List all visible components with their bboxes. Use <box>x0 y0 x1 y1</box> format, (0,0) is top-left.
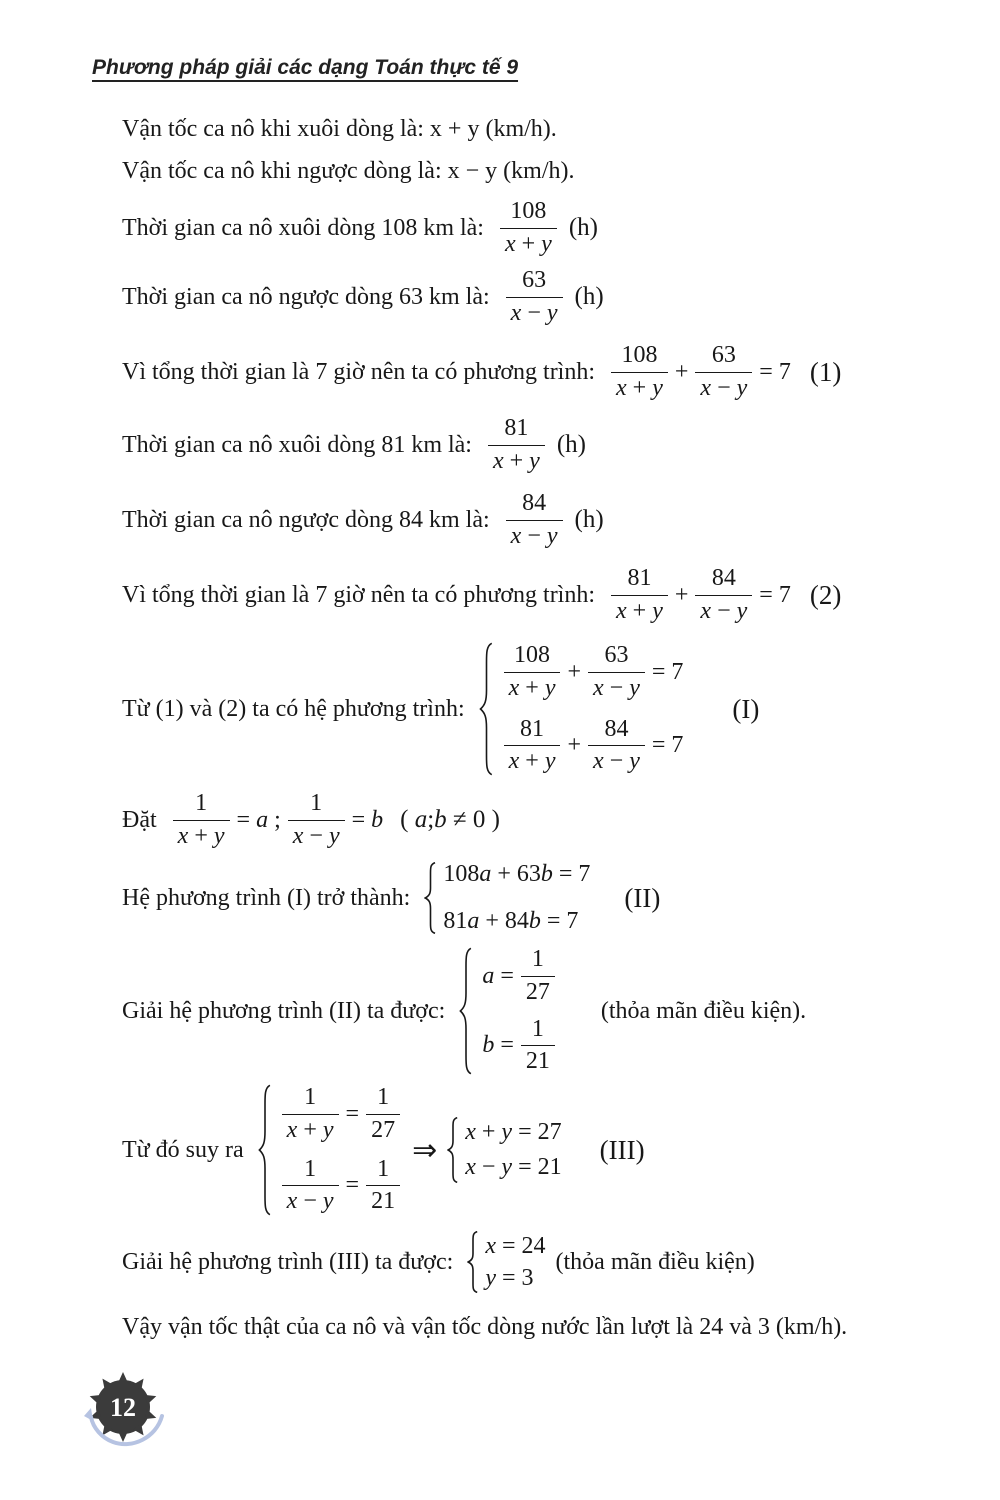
unit-label: (h) <box>574 283 604 310</box>
solution-line-10 <box>122 787 500 853</box>
solution-line-6 <box>122 412 586 478</box>
page-number-badge <box>78 1366 174 1458</box>
line-text: Thời gian ca nô xuôi dòng 81 km là: <box>122 431 472 458</box>
system-row <box>500 642 687 702</box>
fraction-numerator: 108 <box>611 342 668 373</box>
arc-arrowhead-icon <box>84 1408 93 1421</box>
fraction <box>611 565 668 625</box>
system-row <box>500 716 687 776</box>
unit-label: (h) <box>574 506 604 533</box>
fraction <box>173 790 230 850</box>
fraction <box>500 198 557 258</box>
plus-operator: + <box>567 658 582 685</box>
fraction <box>288 790 345 850</box>
line-text: Giải hệ phương trình (III) ta được: <box>122 1248 454 1275</box>
equation-rhs: = 7 <box>651 732 684 759</box>
fraction-denominator: x + y <box>508 748 556 775</box>
left-brace-icon <box>479 642 494 776</box>
fraction <box>282 1084 339 1144</box>
fraction-numerator: 81 <box>611 565 668 596</box>
fraction-numerator: 1 <box>282 1156 339 1187</box>
line-text: Thời gian ca nô ngược dòng 63 km là: <box>122 283 490 310</box>
fraction-denominator: 21 <box>525 1048 550 1075</box>
fraction-numerator: 1 <box>521 946 555 977</box>
unit-label: (h) <box>556 431 586 458</box>
system-row: 108 a + 63 b = 7 <box>443 861 591 887</box>
equation-label: (1) <box>809 356 842 387</box>
fraction-denominator: x + y <box>508 674 556 701</box>
left-brace-icon <box>424 862 437 934</box>
plus-operator: + <box>567 732 582 759</box>
system-row: x + y = 27 <box>465 1119 562 1145</box>
equation-system <box>443 861 590 935</box>
equation-lhs: a = <box>482 962 514 989</box>
fraction-denominator: x + y <box>492 447 540 474</box>
equation-mid: = a ; <box>236 806 281 833</box>
solution-line-13 <box>122 1084 645 1216</box>
left-brace-icon <box>447 1117 459 1183</box>
fraction <box>506 267 563 327</box>
system-row: y = 3 <box>485 1264 534 1291</box>
fraction-numerator: 63 <box>695 342 752 373</box>
line-text: Vận tốc ca nô khi xuôi dòng là: x + y (km/h). <box>122 115 557 142</box>
fraction-denominator: x − y <box>593 674 640 701</box>
fraction <box>506 490 563 550</box>
fraction-numerator: 63 <box>506 267 563 298</box>
line-text: Đặt <box>122 806 157 833</box>
equation-system <box>465 1119 561 1181</box>
fraction <box>521 1016 555 1076</box>
line-text: Vậy vận tốc thật của ca nô và vận tốc dòng nước lần lượt là 24 và 3 (km/h). <box>122 1313 848 1340</box>
solution-line-1 <box>122 112 557 146</box>
solution-line-8 <box>122 562 841 628</box>
fraction-numerator: 1 <box>282 1084 339 1115</box>
equation-system <box>485 1233 545 1292</box>
equation-system <box>500 642 687 776</box>
condition-label: ( a;b ≠ 0 ) <box>400 806 500 833</box>
fraction <box>521 946 555 1006</box>
line-text: Thời gian ca nô xuôi dòng 108 km là: <box>122 214 484 241</box>
line-text: Thời gian ca nô ngược dòng 84 km là: <box>122 506 490 533</box>
fraction-denominator: x − y <box>593 748 640 775</box>
line-text: Hệ phương trình (I) trở thành: <box>122 884 411 911</box>
fraction-numerator: 1 <box>366 1084 400 1115</box>
line-text: Giải hệ phương trình (II) ta được: <box>122 997 446 1024</box>
equation-rhs: = 7 <box>759 581 791 608</box>
solution-line-3 <box>122 195 598 261</box>
system-label: (II) <box>624 882 661 913</box>
fraction-denominator: x + y <box>177 822 225 849</box>
fraction-denominator: x − y <box>510 522 558 549</box>
line-text: Từ (1) và (2) ta có hệ phương trình: <box>122 695 465 722</box>
line-text: Vì tổng thời gian là 7 giờ nên ta có phương trình: <box>122 358 596 385</box>
fraction-denominator: 21 <box>371 1188 396 1215</box>
line-text: Từ đó suy ra <box>122 1136 244 1163</box>
fraction <box>366 1156 400 1216</box>
line-text: Vận tốc ca nô khi ngược dòng là: x − y (km/h). <box>122 157 575 184</box>
system-row <box>479 1016 559 1076</box>
equation-rhs: = 7 <box>759 358 791 385</box>
page-header-title: Phương pháp giải các dạng Toán thực tế 9 <box>92 56 519 79</box>
fraction <box>695 342 752 402</box>
fraction-numerator: 1 <box>521 1016 555 1047</box>
fraction-denominator: 27 <box>525 978 550 1005</box>
solution-line-15 <box>122 1310 847 1344</box>
line-text: Vì tổng thời gian là 7 giờ nên ta có phương trình: <box>122 581 596 608</box>
equation-rhs: = 7 <box>651 658 684 685</box>
system-label: (III) <box>599 1134 645 1165</box>
left-brace-icon <box>459 947 473 1075</box>
implies-arrow-icon: ⇒ <box>412 1132 438 1168</box>
fraction-denominator: x + y <box>504 230 552 257</box>
fraction-denominator: 27 <box>371 1116 396 1143</box>
equation-system <box>278 1084 404 1216</box>
equation-mid: = b <box>351 806 384 833</box>
fraction-denominator: x + y <box>616 374 663 401</box>
fraction <box>588 642 645 702</box>
system-row <box>278 1084 404 1144</box>
equation-label: (2) <box>809 579 842 610</box>
fraction <box>488 415 545 475</box>
fraction <box>588 716 645 776</box>
fraction-denominator: x + y <box>616 597 663 624</box>
solution-line-12 <box>122 946 806 1076</box>
solution-line-5 <box>122 339 841 405</box>
fraction-numerator: 108 <box>504 642 561 673</box>
system-row: x − y = 21 <box>465 1154 562 1180</box>
equation-lhs: b = <box>482 1032 514 1059</box>
page-number: 12 <box>110 1393 136 1422</box>
fraction-denominator: x − y <box>286 1188 334 1215</box>
fraction-numerator: 1 <box>173 790 230 821</box>
fraction-numerator: 108 <box>500 198 557 229</box>
fraction <box>366 1084 400 1144</box>
fraction-denominator: x − y <box>700 374 748 401</box>
solution-line-2 <box>122 154 574 188</box>
system-row <box>278 1156 404 1216</box>
fraction-denominator: x − y <box>292 822 340 849</box>
plus-operator: + <box>674 581 689 608</box>
fraction-denominator: x − y <box>510 299 558 326</box>
left-brace-icon <box>258 1084 272 1216</box>
solution-line-7 <box>122 487 604 553</box>
unit-label: (h) <box>568 214 598 241</box>
system-row: x = 24 <box>485 1232 546 1259</box>
system-row <box>479 946 559 1006</box>
fraction-numerator: 81 <box>488 415 545 446</box>
fraction <box>282 1156 339 1216</box>
equation-system <box>479 946 559 1076</box>
solution-line-4 <box>122 264 604 330</box>
fraction-numerator: 84 <box>588 716 645 747</box>
condition-note: (thỏa mãn điều kiện) <box>555 1248 755 1275</box>
solution-line-14 <box>122 1230 755 1294</box>
plus-operator: + <box>674 358 689 385</box>
system-row: 81 a + 84 b = 7 <box>443 908 579 934</box>
solution-line-11 <box>122 861 660 935</box>
solution-line-9 <box>122 642 759 776</box>
fraction-denominator: x − y <box>700 597 748 624</box>
condition-note: (thỏa mãn điều kiện). <box>600 997 807 1024</box>
fraction-numerator: 84 <box>506 490 563 521</box>
system-label: (I) <box>732 693 760 724</box>
fraction <box>611 342 668 402</box>
fraction-numerator: 81 <box>504 716 561 747</box>
fraction-numerator: 1 <box>288 790 345 821</box>
fraction-numerator: 84 <box>695 565 752 596</box>
fraction <box>504 716 561 776</box>
fraction <box>504 642 561 702</box>
fraction-numerator: 63 <box>588 642 645 673</box>
left-brace-icon <box>467 1231 479 1293</box>
equals-operator: = <box>345 1172 360 1199</box>
fraction <box>695 565 752 625</box>
fraction-numerator: 1 <box>366 1156 400 1187</box>
equals-operator: = <box>345 1100 360 1127</box>
fraction-denominator: x + y <box>286 1116 334 1143</box>
